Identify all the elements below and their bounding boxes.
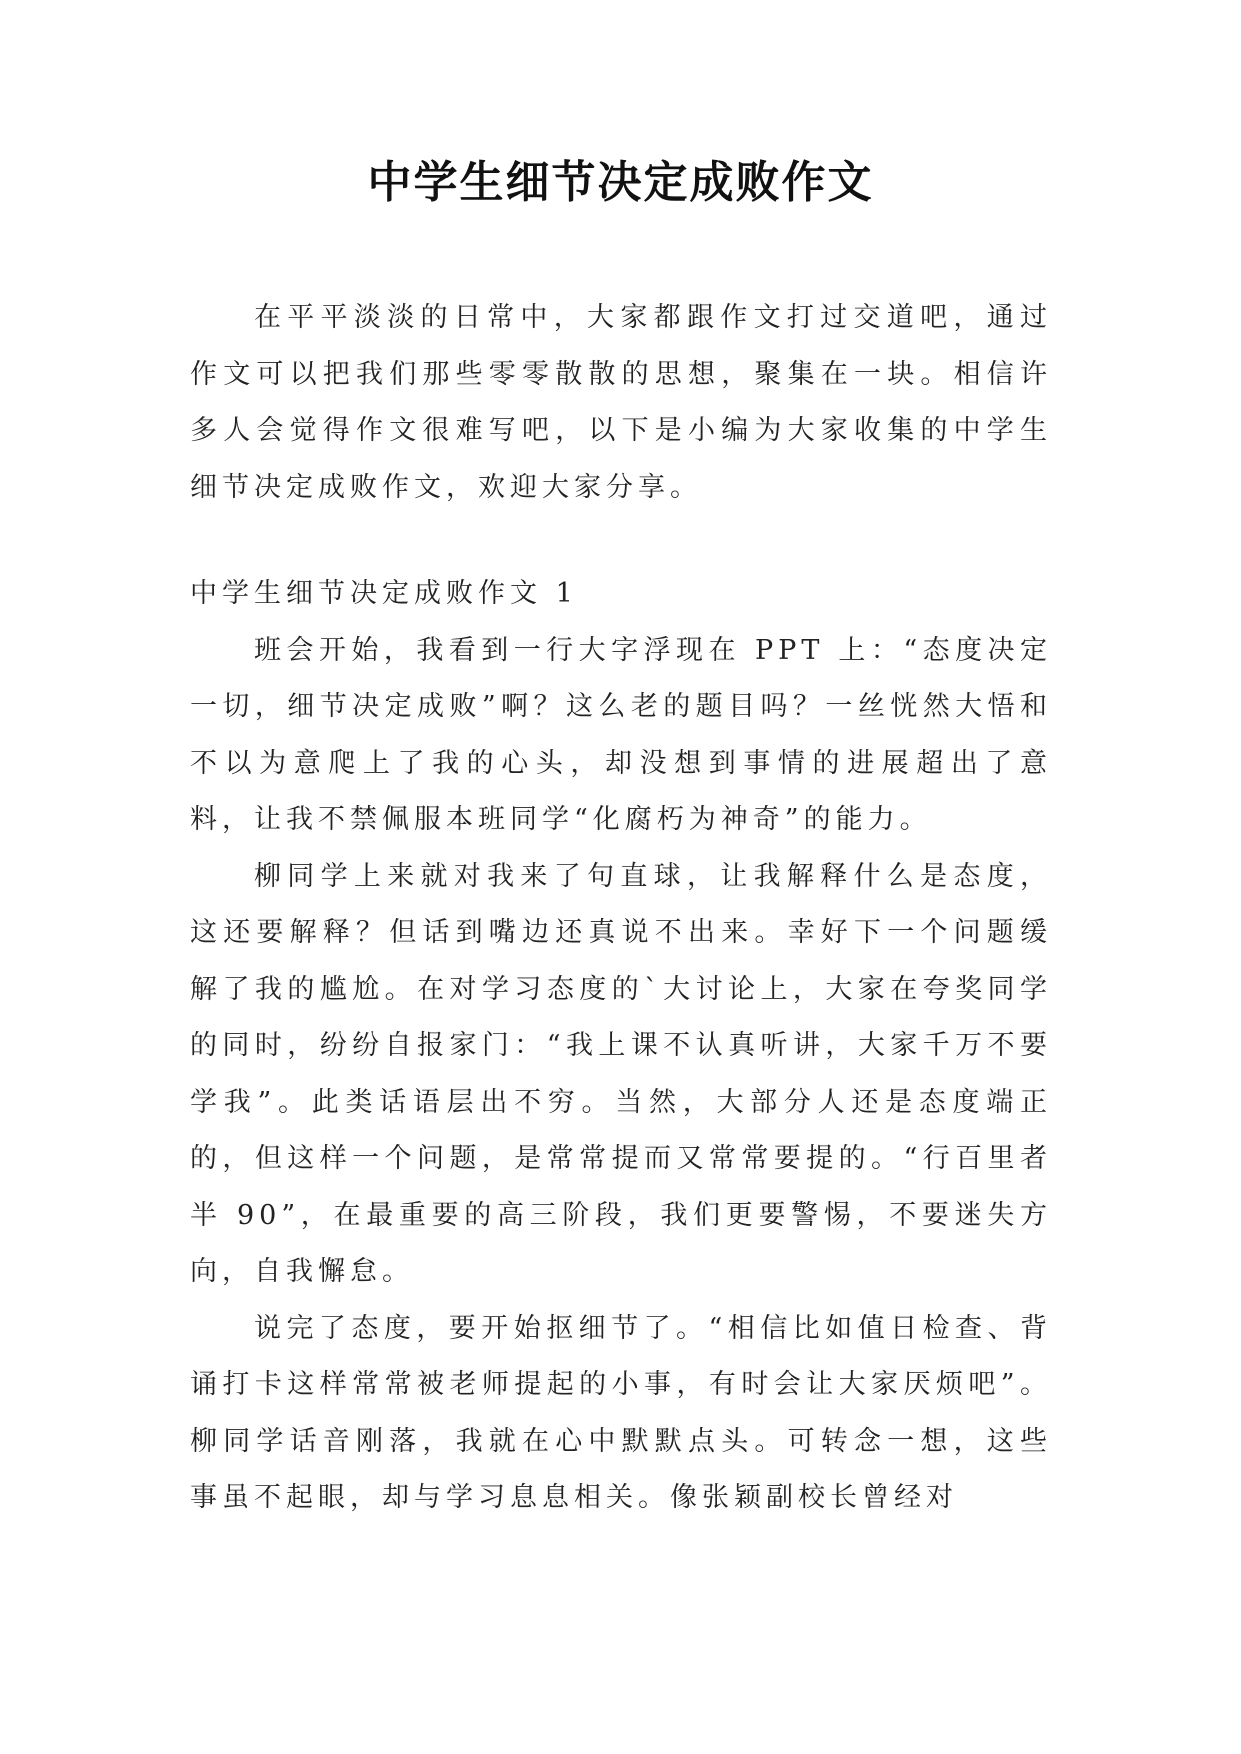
body-paragraph: 说完了态度，要开始抠细节了。“相信比如值日检查、背诵打卡这样常常被老师提起的小事，有时会让大家厌烦吧”。柳同学话音刚落，我就在心中默默点头。可转念一想，这些事虽不起眼，却与学习息息相关。像张颖副校长曾经对 xyxy=(190,1312,1052,1513)
section-heading: 中学生细节决定成败作文 1 xyxy=(190,578,578,609)
document-title: 中学生细节决定成败作文 xyxy=(367,157,874,208)
intro-paragraph: 在平平淡淡的日常中，大家都跟作文打过交道吧，通过作文可以把我们那些零零散散的思想，聚集在一块。相信许多人会觉得作文很难写吧，以下是小编为大家收集的中学生细节决定成败作文，欢迎大家分享。 xyxy=(190,302,1052,503)
body-paragraph: 班会开始，我看到一行大字浮现在 PPT 上：“态度决定一切，细节决定成败”啊？这么老的题目吗？一丝恍然大悟和不以为意爬上了我的心头，却没想到事情的进展超出了意料，让我不禁佩服本班同学“化腐朽为神奇”的能力。 xyxy=(190,634,1052,835)
document-body xyxy=(190,290,1052,1527)
body-paragraph: 柳同学上来就对我来了句直球，让我解释什么是态度，这还要解释？但话到嘴边还真说不出来。幸好下一个问题缓解了我的尴尬。在对学习态度的`大讨论上，大家在夸奖同学的同时，纷纷自报家门：“我上课不认真听讲，大家千万不要学我”。此类话语层出不穷。当然，大部分人还是态度端正的，但这样一个问题，是常常提而又常常要提的。“行百里者半 90”，在最重要的高三阶段，我们更要警惕，不要迷失方向，自我懈怠。 xyxy=(190,860,1052,1287)
